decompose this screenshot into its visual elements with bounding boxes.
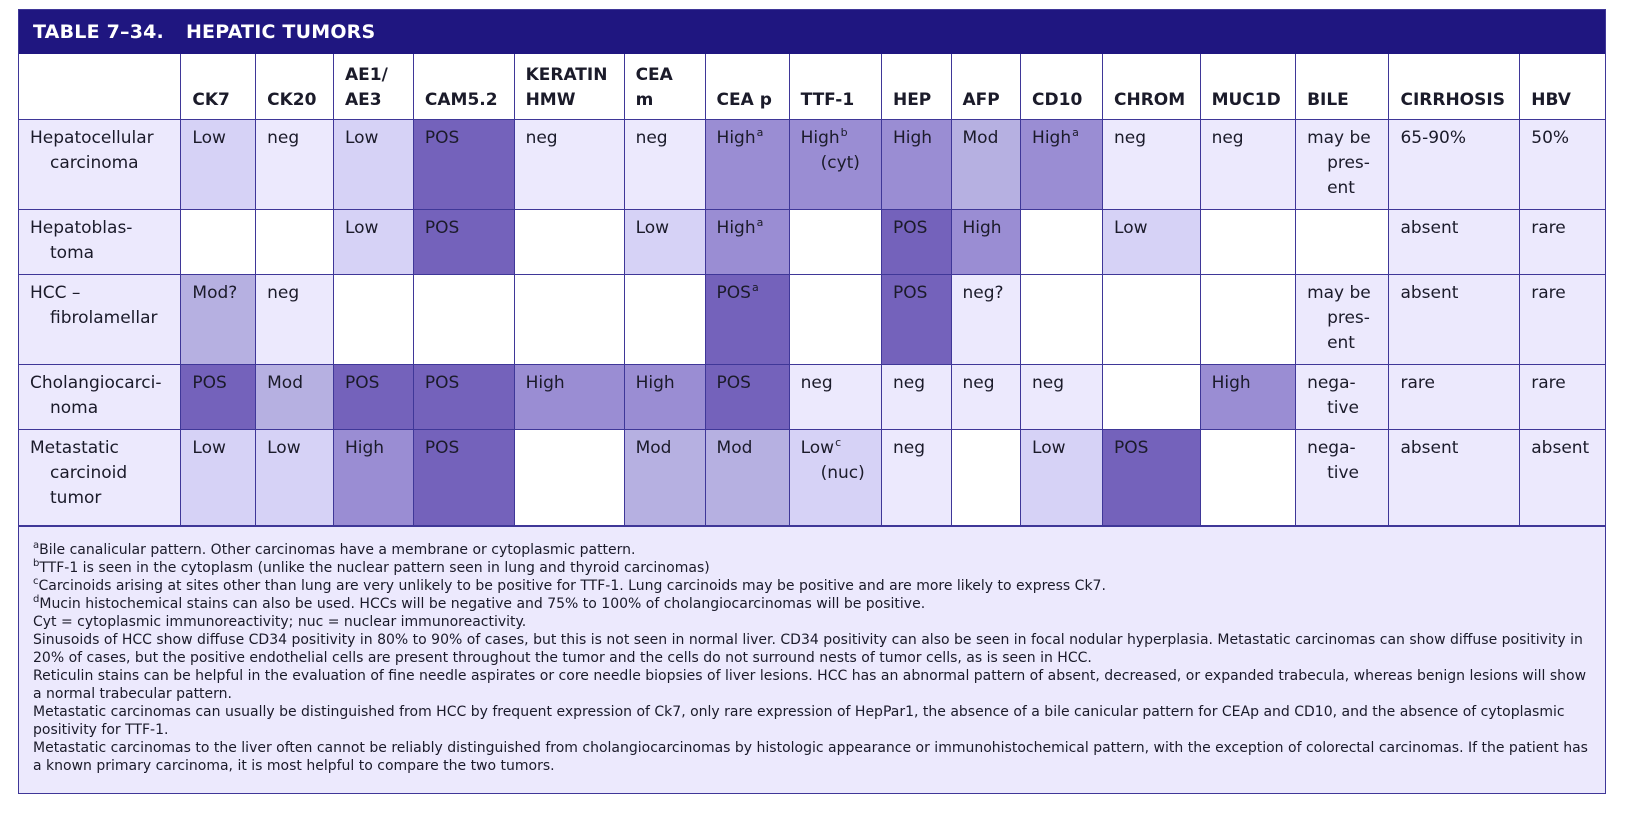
cell-value: Low bbox=[1114, 218, 1148, 238]
table-row bbox=[19, 210, 1605, 275]
column-header bbox=[1520, 54, 1605, 120]
table-cell bbox=[1021, 275, 1103, 365]
table-cell bbox=[881, 120, 951, 210]
footnote-marker: a bbox=[756, 126, 764, 139]
column-header bbox=[19, 54, 181, 120]
table-cell bbox=[256, 210, 334, 275]
row-header bbox=[19, 430, 181, 526]
cell-value: neg bbox=[892, 438, 925, 458]
table-cell bbox=[624, 365, 705, 430]
cell-value: POS bbox=[716, 373, 751, 393]
table-cell bbox=[333, 365, 413, 430]
footnotes bbox=[19, 526, 1605, 793]
cell-value: neg? bbox=[962, 283, 1004, 303]
cell-value: rare bbox=[1531, 283, 1566, 303]
table-cell bbox=[514, 365, 624, 430]
column-header bbox=[705, 54, 789, 120]
table-cell bbox=[1200, 210, 1295, 275]
column-header-line1 bbox=[192, 63, 246, 88]
cell-value: 65-90% bbox=[1400, 128, 1467, 148]
table-cell bbox=[181, 120, 256, 210]
table-cell bbox=[181, 210, 256, 275]
table-cell bbox=[881, 430, 951, 526]
table-cell bbox=[951, 365, 1021, 430]
footnote bbox=[33, 541, 1593, 559]
column-header bbox=[256, 54, 334, 120]
table-cell bbox=[1296, 120, 1389, 210]
column-header-line2: m bbox=[635, 90, 654, 110]
cell-value-continuation: ent bbox=[1327, 333, 1355, 353]
cell-value: High bbox=[1211, 373, 1251, 393]
column-header-line2: CD10 bbox=[1032, 90, 1083, 110]
table-cell bbox=[1021, 210, 1103, 275]
table-cell bbox=[1021, 365, 1103, 430]
footnote bbox=[33, 577, 1593, 595]
column-header bbox=[413, 54, 514, 120]
table-cell bbox=[624, 120, 705, 210]
cell-value: rare bbox=[1531, 218, 1566, 238]
table-cell bbox=[1520, 365, 1605, 430]
table-cell bbox=[514, 210, 624, 275]
table-row bbox=[19, 430, 1605, 526]
table-cell bbox=[181, 365, 256, 430]
footnote bbox=[33, 613, 1593, 631]
table-cell bbox=[1021, 120, 1103, 210]
table-body bbox=[19, 120, 1605, 526]
footnote bbox=[33, 667, 1593, 703]
column-header-line2: MUC1D bbox=[1211, 90, 1281, 110]
table-cell bbox=[1520, 275, 1605, 365]
table-cell bbox=[1296, 365, 1389, 430]
row-header bbox=[19, 210, 181, 275]
cell-value: rare bbox=[1400, 373, 1435, 393]
hepatic-tumors-table-frame bbox=[18, 9, 1606, 794]
table-cell bbox=[333, 210, 413, 275]
cell-value: absent bbox=[1400, 218, 1459, 238]
cell-value-continuation: ent bbox=[1327, 178, 1355, 198]
table-cell bbox=[1389, 210, 1520, 275]
table-cell bbox=[1520, 430, 1605, 526]
column-header-line1 bbox=[30, 88, 171, 113]
cell-value: neg bbox=[962, 373, 995, 393]
row-header bbox=[19, 120, 181, 210]
cell-value: Low bbox=[800, 438, 835, 458]
cell-value: POS bbox=[424, 373, 460, 393]
column-header-line2: AFP bbox=[962, 90, 1000, 110]
column-header-line1 bbox=[1307, 63, 1379, 88]
cell-value: POS bbox=[892, 283, 928, 303]
cell-value: Low bbox=[344, 128, 379, 148]
cell-value-continuation: tive bbox=[1327, 463, 1359, 483]
cell-value: neg bbox=[1211, 128, 1244, 148]
footnote-text: Metastatic carcinomas can usually be distinguished from HCC by frequent expression of Ck7, only rare expression of HepPar1, the absence of a bile canicular pattern for CEAp and CD10, and the absence of cytoplasmic positivity for TTF-1. bbox=[33, 704, 1565, 738]
cell-value: High bbox=[525, 373, 565, 393]
cell-value: Low bbox=[192, 128, 226, 148]
table-cell bbox=[624, 275, 705, 365]
table-cell bbox=[1389, 365, 1520, 430]
footnote-letter: d bbox=[33, 594, 40, 605]
cell-value: Mod bbox=[962, 128, 999, 148]
table-row bbox=[19, 365, 1605, 430]
table-cell bbox=[514, 430, 624, 526]
table-cell bbox=[333, 275, 413, 365]
cell-value: neg bbox=[1114, 128, 1147, 148]
cell-value: neg bbox=[800, 373, 833, 393]
column-header-line2: CK7 bbox=[192, 90, 230, 110]
table-title: HEPATIC TUMORS bbox=[185, 21, 376, 43]
cell-value: nega- bbox=[1307, 438, 1356, 458]
table-cell bbox=[1200, 120, 1295, 210]
table-row bbox=[19, 120, 1605, 210]
footnote-marker: a bbox=[756, 216, 764, 229]
footnote-marker: a bbox=[751, 281, 759, 294]
cell-value: High bbox=[635, 373, 675, 393]
table-cell bbox=[256, 275, 334, 365]
column-header-line1 bbox=[425, 63, 505, 88]
table-cell bbox=[951, 210, 1021, 275]
footnote-text: Metastatic carcinomas to the liver often cannot be reliably distinguished from cholangiocarcinomas by histologic appearance or immunohistochemical pattern, with the exception of colorectal carcinomas. If the patient has a known primary carcinoma, it is most helpful to compare the two tumors. bbox=[33, 740, 1588, 774]
row-header-name-line2: carcinoid bbox=[50, 463, 128, 483]
row-header-name-line3: tumor bbox=[50, 488, 102, 508]
row-header-name-line1: Metastatic bbox=[30, 438, 119, 458]
column-header-line1: KERATIN bbox=[525, 65, 608, 85]
cell-value: Mod bbox=[716, 438, 753, 458]
table-cell bbox=[1103, 430, 1201, 526]
table-cell bbox=[789, 430, 881, 526]
column-header-line1 bbox=[717, 63, 780, 88]
table-cell bbox=[1200, 275, 1295, 365]
column-header bbox=[1103, 54, 1201, 120]
column-header-line2: CEA p bbox=[716, 90, 772, 110]
cell-value: POS bbox=[424, 438, 460, 458]
cell-value: Low bbox=[635, 218, 670, 238]
cell-value: POS bbox=[716, 283, 751, 303]
footnote-text: Sinusoids of HCC show diffuse CD34 positivity in 80% to 90% of cases, but this is not seen in normal liver. CD34 positivity can also be seen in focal nodular hyperplasia. Metastatic carcinomas can show diffuse positivity in 20% of cases, but the positive endothelial cells are present throughout the tumor and the cells do not surround nests of tumor cells, as is seen in HCC. bbox=[33, 632, 1583, 666]
cell-value: may be bbox=[1307, 128, 1371, 148]
table-cell bbox=[333, 120, 413, 210]
column-header bbox=[333, 54, 413, 120]
column-header-line2: TTF-1 bbox=[800, 90, 855, 110]
cell-value: rare bbox=[1531, 373, 1566, 393]
footnote bbox=[33, 703, 1593, 739]
footnote-text: Mucin histochemical stains can also be used. HCCs will be negative and 75% to 100% of cholangiocarcinomas will be positive. bbox=[39, 596, 926, 612]
column-header-line2: CIRRHOSIS bbox=[1400, 90, 1505, 110]
table-cell bbox=[1021, 430, 1103, 526]
table-cell bbox=[256, 365, 334, 430]
cell-value: neg bbox=[267, 283, 300, 303]
cell-value: Mod? bbox=[192, 283, 238, 303]
cell-value: POS bbox=[1114, 438, 1149, 458]
cell-value: may be bbox=[1307, 283, 1371, 303]
cell-value: POS bbox=[424, 218, 460, 238]
table-cell bbox=[789, 365, 881, 430]
table-cell bbox=[1296, 430, 1389, 526]
cell-value: High bbox=[344, 438, 385, 458]
column-header bbox=[1021, 54, 1103, 120]
cell-value: neg bbox=[267, 128, 300, 148]
table-cell bbox=[1389, 430, 1520, 526]
column-header-line1 bbox=[1032, 63, 1093, 88]
column-header-line1 bbox=[1212, 63, 1286, 88]
footnote-text: TTF-1 is seen in the cytoplasm (unlike the nuclear pattern seen in lung and thyroid carcinomas) bbox=[39, 560, 710, 576]
table-cell bbox=[624, 210, 705, 275]
cell-value: High bbox=[962, 218, 1002, 238]
column-header-line1 bbox=[801, 63, 872, 88]
footnote-text: Cyt = cytoplasmic immunoreactivity; nuc = nuclear immunoreactivity. bbox=[33, 614, 527, 630]
row-header-name-line1: HCC – bbox=[30, 283, 81, 303]
table-title-bar bbox=[19, 10, 1605, 54]
cell-value: Low bbox=[344, 218, 379, 238]
column-header bbox=[514, 54, 624, 120]
stain-table bbox=[19, 54, 1605, 526]
column-header bbox=[789, 54, 881, 120]
row-header-name-line2: fibrolamellar bbox=[50, 308, 158, 328]
cell-value-continuation: pres- bbox=[1327, 153, 1370, 173]
table-cell bbox=[333, 430, 413, 526]
table-row bbox=[19, 275, 1605, 365]
table-cell bbox=[705, 365, 789, 430]
column-header-line2: HMW bbox=[525, 90, 576, 110]
column-header bbox=[624, 54, 705, 120]
column-header bbox=[181, 54, 256, 120]
table-cell bbox=[881, 275, 951, 365]
table-cell bbox=[413, 210, 514, 275]
footnote-marker: b bbox=[840, 126, 848, 139]
column-header-line2: CAM5.2 bbox=[424, 90, 498, 110]
cell-value: POS bbox=[344, 373, 380, 393]
table-cell bbox=[705, 275, 789, 365]
table-cell bbox=[256, 120, 334, 210]
table-cell bbox=[881, 210, 951, 275]
column-header-line2: AE3 bbox=[344, 90, 382, 110]
cell-value-continuation: (nuc) bbox=[820, 463, 865, 483]
cell-value: absent bbox=[1400, 438, 1459, 458]
footnote-letter: c bbox=[33, 576, 39, 587]
cell-value: Low bbox=[192, 438, 226, 458]
column-header-line1: CEA bbox=[635, 65, 673, 85]
cell-value: neg bbox=[635, 128, 668, 148]
cell-value: High bbox=[800, 128, 840, 148]
footnote-marker: c bbox=[835, 436, 842, 449]
table-cell bbox=[1296, 210, 1389, 275]
footnote-text: Bile canalicular pattern. Other carcinomas have a membrane or cytoplasmic pattern. bbox=[39, 542, 636, 558]
table-cell bbox=[413, 275, 514, 365]
table-cell bbox=[789, 210, 881, 275]
table-cell bbox=[514, 275, 624, 365]
column-header bbox=[1389, 54, 1520, 120]
table-cell bbox=[951, 430, 1021, 526]
table-cell bbox=[1103, 210, 1201, 275]
table-cell bbox=[881, 365, 951, 430]
cell-value: neg bbox=[525, 128, 558, 148]
footnote bbox=[33, 559, 1593, 577]
header-row bbox=[19, 54, 1605, 120]
cell-value: neg bbox=[1032, 373, 1065, 393]
cell-value: High bbox=[716, 128, 756, 148]
row-header-name-line2: carcinoma bbox=[50, 153, 139, 173]
column-header-line2: BILE bbox=[1307, 90, 1349, 110]
row-header-name-line1: Hepatoblas- bbox=[30, 218, 133, 238]
cell-value: absent bbox=[1531, 438, 1590, 458]
footnote bbox=[33, 739, 1593, 775]
column-header bbox=[1200, 54, 1295, 120]
table-cell bbox=[951, 275, 1021, 365]
column-header-line2: HBV bbox=[1531, 90, 1571, 110]
column-header-line1 bbox=[1531, 63, 1596, 88]
table-cell bbox=[514, 120, 624, 210]
footnote-text: Carcinoids arising at sites other than lung are very unlikely to be positive for TTF-1. Lung carcinoids may be positive and are more likely to express Ck7. bbox=[38, 578, 1106, 594]
cell-value: POS bbox=[192, 373, 227, 393]
footnote bbox=[33, 595, 1593, 613]
row-header-name-line2: toma bbox=[50, 243, 95, 263]
table-cell bbox=[413, 430, 514, 526]
table-cell bbox=[181, 275, 256, 365]
table-cell bbox=[789, 120, 881, 210]
column-header bbox=[1296, 54, 1389, 120]
column-header-line1 bbox=[963, 63, 1012, 88]
column-header-line1: AE1/ bbox=[344, 65, 388, 85]
footnote-marker: a bbox=[1072, 126, 1079, 139]
table-cell bbox=[1103, 365, 1201, 430]
table-cell bbox=[1520, 210, 1605, 275]
table-cell bbox=[181, 430, 256, 526]
cell-value: Low bbox=[267, 438, 301, 458]
column-header-line2: HEP bbox=[892, 90, 932, 110]
table-number: TABLE 7–34. bbox=[33, 21, 164, 43]
cell-value: High bbox=[1032, 128, 1072, 148]
footnote bbox=[33, 631, 1593, 667]
cell-value: absent bbox=[1400, 283, 1459, 303]
table-cell bbox=[1520, 120, 1605, 210]
cell-value: nega- bbox=[1307, 373, 1356, 393]
table-cell bbox=[1296, 275, 1389, 365]
row-header bbox=[19, 365, 181, 430]
column-header bbox=[881, 54, 951, 120]
table-cell bbox=[1200, 365, 1295, 430]
cell-value: neg bbox=[892, 373, 925, 393]
cell-value-continuation: pres- bbox=[1327, 308, 1370, 328]
cell-value-continuation: (cyt) bbox=[820, 153, 860, 173]
cell-value: Mod bbox=[267, 373, 303, 393]
row-header-name-line1: Hepatocellular bbox=[30, 128, 154, 148]
column-header-line1 bbox=[1114, 63, 1191, 88]
column-header-line1 bbox=[267, 63, 324, 88]
cell-value: High bbox=[892, 128, 933, 148]
footnote-letter: b bbox=[33, 558, 40, 569]
cell-value: POS bbox=[424, 128, 460, 148]
table-cell bbox=[705, 120, 789, 210]
table-cell bbox=[624, 430, 705, 526]
table-cell bbox=[413, 365, 514, 430]
cell-value-continuation: tive bbox=[1327, 398, 1359, 418]
cell-value: Mod bbox=[635, 438, 672, 458]
table-cell bbox=[1389, 275, 1520, 365]
column-header-line1 bbox=[1400, 63, 1510, 88]
row-header bbox=[19, 275, 181, 365]
column-header-line2: CK20 bbox=[267, 90, 317, 110]
column-header bbox=[951, 54, 1021, 120]
footnote-text: Reticulin stains can be helpful in the evaluation of fine needle aspirates or core needle biopsies of liver lesions. HCC has an abnormal pattern of absent, decreased, or expanded trabecula, whereas benign lesions will show a normal trabecular pattern. bbox=[33, 668, 1587, 702]
cell-value: 50% bbox=[1531, 128, 1570, 148]
table-cell bbox=[1200, 430, 1295, 526]
row-header-name-line1: Cholangiocarci- bbox=[30, 373, 162, 393]
column-header-line2: CHROM bbox=[1114, 90, 1186, 110]
row-header-name-line2: noma bbox=[50, 398, 99, 418]
table-cell bbox=[789, 275, 881, 365]
cell-value: Low bbox=[1032, 438, 1066, 458]
table-cell bbox=[256, 430, 334, 526]
table-cell bbox=[1389, 120, 1520, 210]
table-cell bbox=[705, 210, 789, 275]
cell-value: High bbox=[716, 218, 756, 238]
footnote-letter: a bbox=[33, 540, 40, 551]
cell-value: POS bbox=[892, 218, 928, 238]
table-cell bbox=[413, 120, 514, 210]
table-cell bbox=[1103, 275, 1201, 365]
table-cell bbox=[951, 120, 1021, 210]
table-cell bbox=[1103, 120, 1201, 210]
table-cell bbox=[705, 430, 789, 526]
column-header-line1 bbox=[893, 63, 942, 88]
